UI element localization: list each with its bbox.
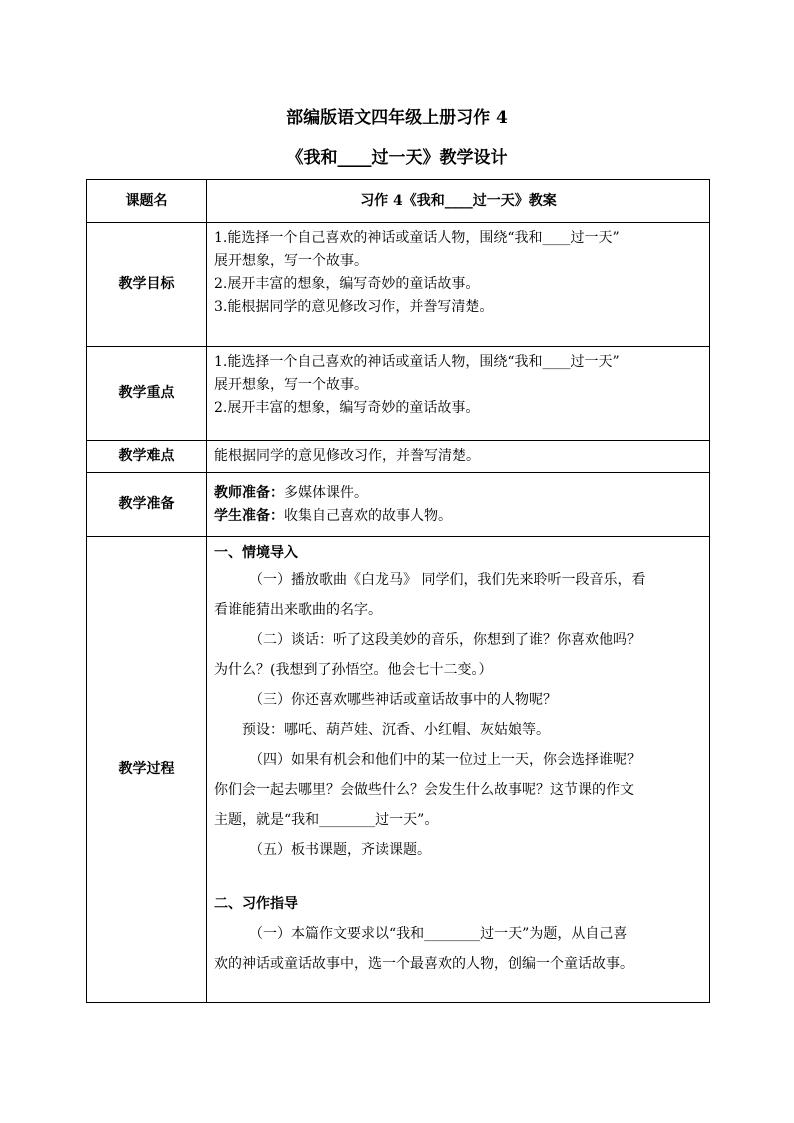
label-focus: 教学重点	[87, 347, 207, 441]
label-prep: 教学准备	[87, 473, 207, 537]
label-process: 教学过程	[87, 537, 207, 1003]
process-paragraph-cont: 主题，就是“我和________过一天”。	[214, 812, 439, 828]
spacer	[214, 865, 703, 889]
value-topic: 习作 4《我和____过一天》教案	[207, 180, 710, 223]
section-heading-1: 一、情境导入	[214, 545, 298, 561]
teacher-prep-text: 多媒体课件。	[284, 484, 368, 501]
label-goals: 教学目标	[87, 223, 207, 347]
table-row-difficulty	[87, 441, 710, 473]
focus-line: 展开想象，写一个故事。	[214, 377, 368, 393]
goal-line: 1.能选择一个自己喜欢的神话或童话人物，围绕“我和____过一天”	[214, 230, 620, 246]
process-paragraph-cont: 为什么？(我想到了孙悟空。他会七十二变。）	[214, 662, 493, 678]
table-row-prep	[87, 473, 710, 537]
process-paragraph: 预设：哪吒、葫芦娃、沉香、小红帽、灰姑娘等。	[242, 722, 550, 738]
value-goals	[207, 223, 710, 347]
section-heading-2: 二、习作指导	[214, 896, 298, 912]
teacher-prep-label: 教师准备：	[214, 484, 284, 501]
goal-line: 2.展开丰富的想象，编写奇妙的童话故事。	[214, 276, 480, 292]
document-title: 部编版语文四年级上册习作 4	[286, 108, 508, 128]
value-process	[207, 537, 710, 1003]
label-difficulty: 教学难点	[87, 441, 207, 473]
student-prep-label: 学生准备：	[214, 507, 284, 524]
table-row-goals	[87, 223, 710, 347]
process-paragraph: （一）本篇作文要求以“我和________过一天”为题，从自己喜	[249, 926, 628, 942]
label-topic: 课题名	[87, 180, 207, 223]
focus-line: 1.能选择一个自己喜欢的神话或童话人物，围绕“我和____过一天”	[214, 354, 620, 370]
student-prep-text: 收集自己喜欢的故事人物。	[284, 507, 452, 524]
value-focus	[207, 347, 710, 441]
process-paragraph: （五）板书课题，齐读课题。	[249, 842, 431, 858]
process-paragraph: （二）谈话：听了这段美妙的音乐，你想到了谁？你喜欢他吗？	[249, 632, 641, 648]
value-prep	[207, 473, 710, 537]
process-paragraph: （四）如果有机会和他们中的某一位过上一天，你会选择谁呢？	[249, 752, 641, 768]
student-prep	[214, 505, 703, 528]
teacher-prep	[214, 482, 703, 505]
lesson-plan-table	[86, 179, 710, 1003]
table-row-topic	[87, 180, 710, 223]
focus-line: 2.展开丰富的想象，编写奇妙的童话故事。	[214, 400, 480, 416]
table-row-process	[87, 537, 710, 1003]
document-subtitle: 《我和____过一天》教学设计	[286, 148, 508, 168]
value-difficulty: 能根据同学的意见修改习作，并誊写清楚。	[207, 441, 710, 473]
process-paragraph: （三）你还喜欢哪些神话或童话故事中的人物呢？	[249, 692, 557, 708]
process-paragraph-cont: 你们会一起去哪里？会做些什么？会发生什么故事呢？这节课的作文	[214, 782, 634, 798]
process-paragraph-cont: 欢的神话或童话故事中，选一个最喜欢的人物，创编一个童话故事。	[214, 956, 634, 972]
process-paragraph-cont: 看谁能猜出来歌曲的名字。	[214, 602, 382, 618]
goal-line: 展开想象，写一个故事。	[214, 253, 368, 269]
process-paragraph: （一）播放歌曲《白龙马》 同学们，我们先来聆听一段音乐，看	[249, 572, 646, 588]
goal-line: 3.能根据同学的意见修改习作，并誊写清楚。	[214, 299, 494, 315]
table-row-focus	[87, 347, 710, 441]
